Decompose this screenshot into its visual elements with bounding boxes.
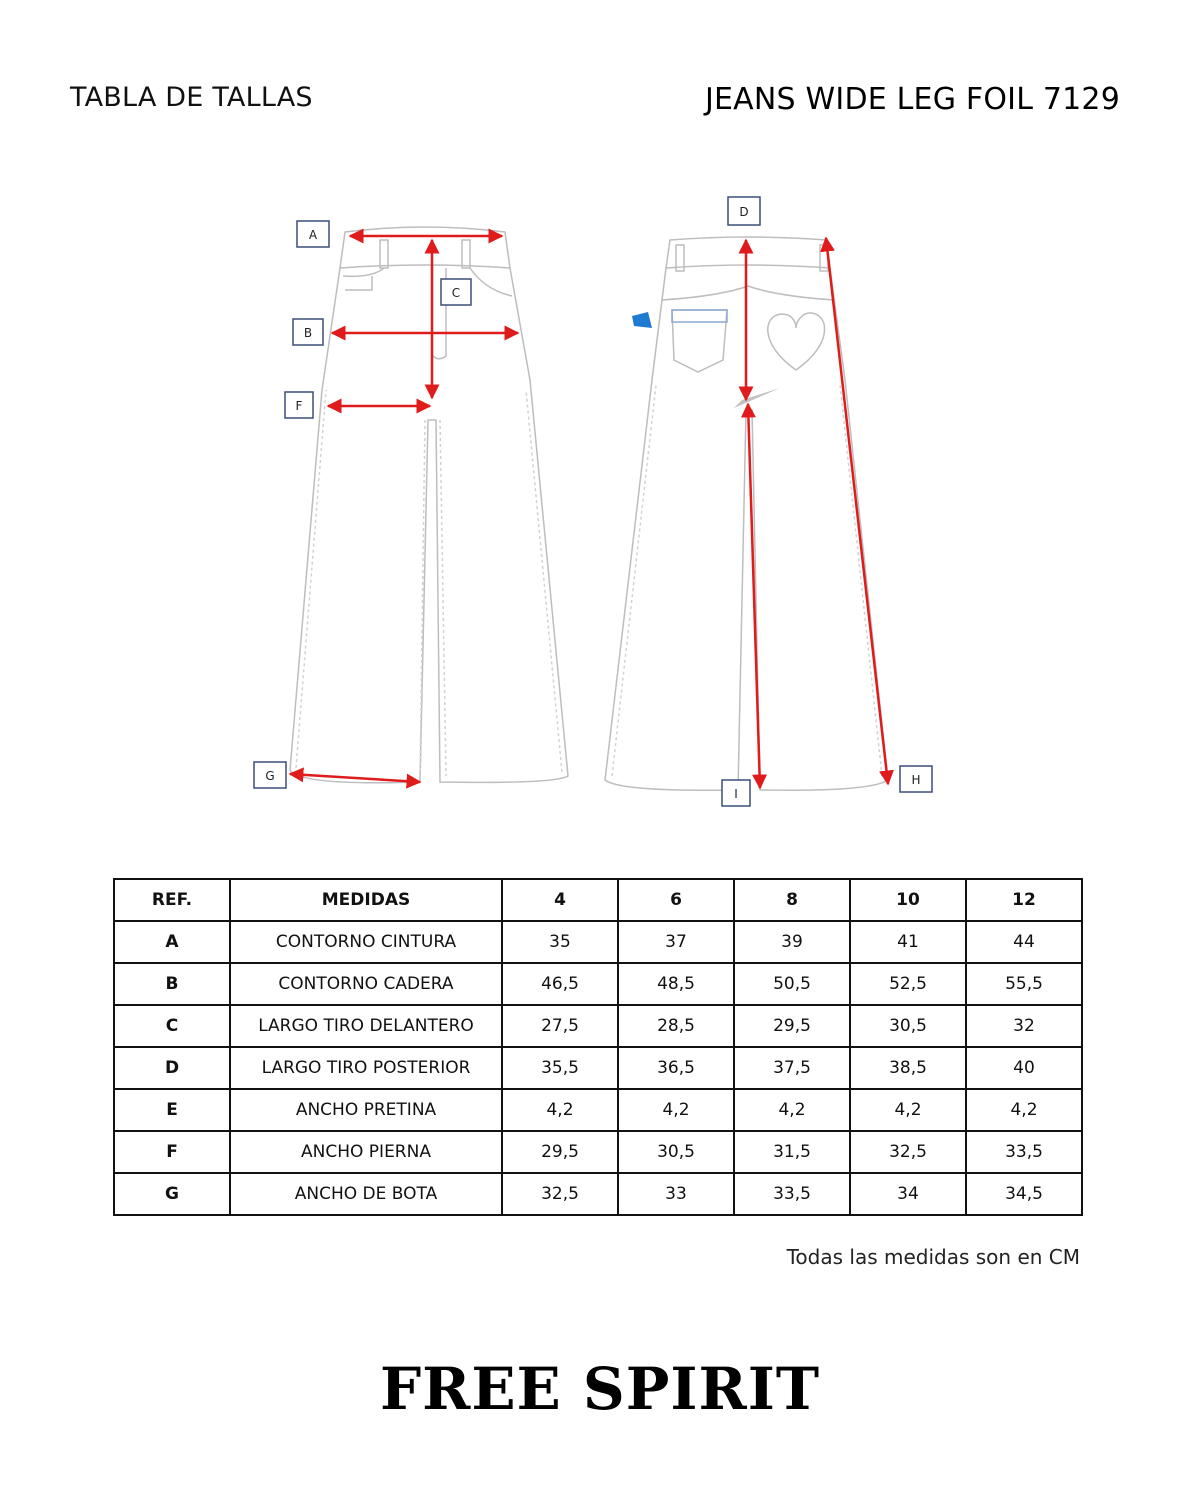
header-medidas: MEDIDAS [230, 879, 502, 921]
header-ref: REF. [114, 879, 230, 921]
cell-value: 29,5 [502, 1131, 618, 1173]
cell-ref: G [114, 1173, 230, 1215]
label-c: C [451, 286, 461, 300]
table-row [114, 1173, 1082, 1215]
cell-value: 55,5 [966, 963, 1082, 1005]
cell-value: 32 [966, 1005, 1082, 1047]
foil-accent-icon [632, 312, 652, 328]
table-row [114, 1005, 1082, 1047]
cell-value: 41 [850, 921, 966, 963]
cell-value: 30,5 [850, 1005, 966, 1047]
cell-medida: CONTORNO CADERA [230, 963, 502, 1005]
brand-logo: FREE SPIRIT [379, 1355, 821, 1423]
cell-value: 46,5 [502, 963, 618, 1005]
cell-value: 36,5 [618, 1047, 734, 1089]
table-row [114, 1047, 1082, 1089]
product-title: JEANS WIDE LEG FOIL 7129 [704, 82, 1120, 117]
cell-value: 32,5 [502, 1173, 618, 1215]
cell-value: 29,5 [734, 1005, 850, 1047]
header-size-4: 4 [502, 879, 618, 921]
cell-medida: ANCHO DE BOTA [230, 1173, 502, 1215]
header-size-12: 12 [966, 879, 1082, 921]
cell-ref: C [114, 1005, 230, 1047]
cell-value: 31,5 [734, 1131, 850, 1173]
header-size-8: 8 [734, 879, 850, 921]
size-table [113, 878, 1083, 1216]
header-size-10: 10 [850, 879, 966, 921]
cell-value: 4,2 [734, 1089, 850, 1131]
cell-value: 4,2 [502, 1089, 618, 1131]
cell-value: 35,5 [502, 1047, 618, 1089]
units-note: Todas las medidas son en CM [786, 1245, 1080, 1269]
cell-value: 50,5 [734, 963, 850, 1005]
cell-ref: D [114, 1047, 230, 1089]
cell-value: 37 [618, 921, 734, 963]
cell-value: 35 [502, 921, 618, 963]
cell-medida: LARGO TIRO POSTERIOR [230, 1047, 502, 1089]
cell-medida: CONTORNO CINTURA [230, 921, 502, 963]
cell-value: 28,5 [618, 1005, 734, 1047]
cell-value: 34 [850, 1173, 966, 1215]
cell-ref: E [114, 1089, 230, 1131]
cell-ref: B [114, 963, 230, 1005]
table-row [114, 963, 1082, 1005]
label-i: I [734, 787, 738, 801]
page-title: TABLA DE TALLAS [70, 82, 313, 113]
cell-value: 37,5 [734, 1047, 850, 1089]
cell-medida: LARGO TIRO DELANTERO [230, 1005, 502, 1047]
cell-ref: F [114, 1131, 230, 1173]
cell-value: 52,5 [850, 963, 966, 1005]
table-row [114, 1089, 1082, 1131]
label-h: H [911, 773, 921, 787]
cell-value: 32,5 [850, 1131, 966, 1173]
label-d: D [739, 205, 749, 219]
table-header-row [114, 879, 1082, 921]
cell-value: 4,2 [966, 1089, 1082, 1131]
cell-value: 4,2 [850, 1089, 966, 1131]
front-jeans-drawing [290, 227, 568, 783]
label-g: G [265, 769, 275, 783]
cell-value: 39 [734, 921, 850, 963]
label-a: A [308, 228, 318, 242]
cell-value: 44 [966, 921, 1082, 963]
cell-medida: ANCHO PIERNA [230, 1131, 502, 1173]
measure-line-h [826, 238, 888, 784]
cell-value: 33,5 [966, 1131, 1082, 1173]
label-f: F [295, 399, 303, 413]
cell-value: 33 [618, 1173, 734, 1215]
measure-line-i [748, 404, 760, 788]
cell-medida: ANCHO PRETINA [230, 1089, 502, 1131]
cell-value: 33,5 [734, 1173, 850, 1215]
header-size-6: 6 [618, 879, 734, 921]
table-row [114, 1131, 1082, 1173]
cell-value: 27,5 [502, 1005, 618, 1047]
cell-value: 30,5 [618, 1131, 734, 1173]
cell-ref: A [114, 921, 230, 963]
table-row [114, 921, 1082, 963]
cell-value: 48,5 [618, 963, 734, 1005]
cell-value: 38,5 [850, 1047, 966, 1089]
cell-value: 34,5 [966, 1173, 1082, 1215]
cell-value: 4,2 [618, 1089, 734, 1131]
label-b: B [303, 326, 313, 340]
cell-value: 40 [966, 1047, 1082, 1089]
